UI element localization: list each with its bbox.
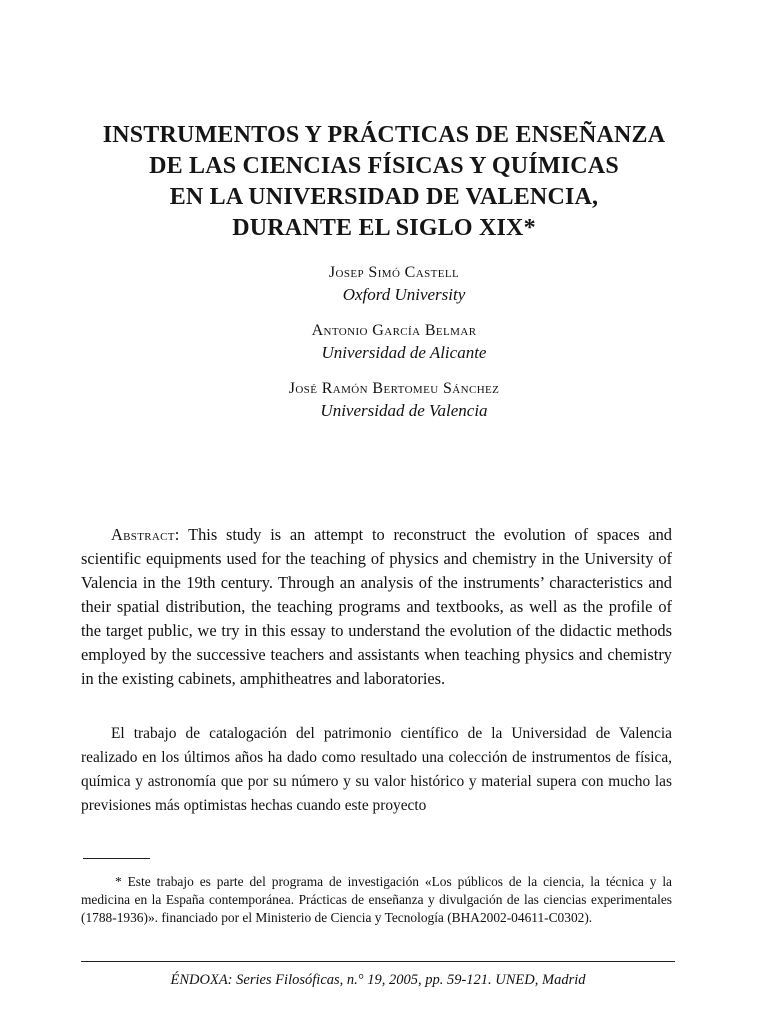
body-paragraph: El trabajo de catalogación del patrimonio científico de la Universidad de Valencia realizado en los últimos años ha dado como resultado una colección de instrumentos de física, química y astronomía que por su número y su valor histórico y material supera con mucho las previsiones más optimistas hechas cuando este proyecto	[81, 725, 672, 814]
author-name: José Ramón Bertomeu Sánchez	[288, 380, 500, 397]
author-block	[0, 320, 768, 364]
footnote-text: * Este trabajo es parte del programa de investigación «Los públicos de la ciencia, la técnica y la medicina en la España contemporánea. Prácticas de enseñanza y divulgación de las ciencias experimentales (1788-1936)». financiado por el Ministerio de Ciencia y Tecnología (BHA2002-04611-C0302).	[81, 874, 672, 925]
author-affiliation: Universidad de Valencia	[320, 401, 488, 420]
author-name: Josep Simó Castell	[328, 264, 460, 281]
title-line: EN LA UNIVERSIDAD DE VALENCIA,	[169, 184, 599, 210]
abstract-label: Abstract:	[111, 525, 180, 544]
title-line: DE LAS CIENCIAS FÍSICAS Y QUÍMICAS	[149, 153, 619, 179]
running-footer: ÉNDOXA: Series Filosóficas, n.° 19, 2005, pp. 59-121. UNED, Madrid	[170, 972, 586, 988]
title-line: INSTRUMENTOS Y PRÁCTICAS DE ENSEÑANZA	[102, 122, 666, 148]
abstract-text: This study is an attempt to reconstruct the evolution of spaces and scientific equipments used for the teaching of physics and chemistry in the University of Valencia in the 19th century. Through an analysis of the instruments’ characteristics and their spatial distribution, the teaching programs and textbooks, as well as the profile of the target public, we try in this essay to understand the evolution of the didactic methods employed by the successive teachers and assistants when teaching physics and chemistry in the existing cabinets, amphitheatres and laboratories.	[81, 525, 672, 688]
footnote	[81, 873, 672, 927]
body-text	[81, 722, 672, 818]
footnote-divider	[83, 858, 150, 859]
author-name: Antonio García Belmar	[311, 322, 477, 339]
author-affiliation: Oxford University	[342, 285, 466, 304]
author-affiliation: Universidad de Alicante	[321, 343, 487, 362]
article-title	[60, 120, 708, 244]
author-block	[0, 378, 768, 422]
abstract	[81, 523, 672, 691]
footer-divider	[81, 961, 675, 962]
title-line: DURANTE EL SIGLO XIX*	[232, 215, 536, 241]
author-list	[0, 262, 768, 436]
author-block	[0, 262, 768, 306]
